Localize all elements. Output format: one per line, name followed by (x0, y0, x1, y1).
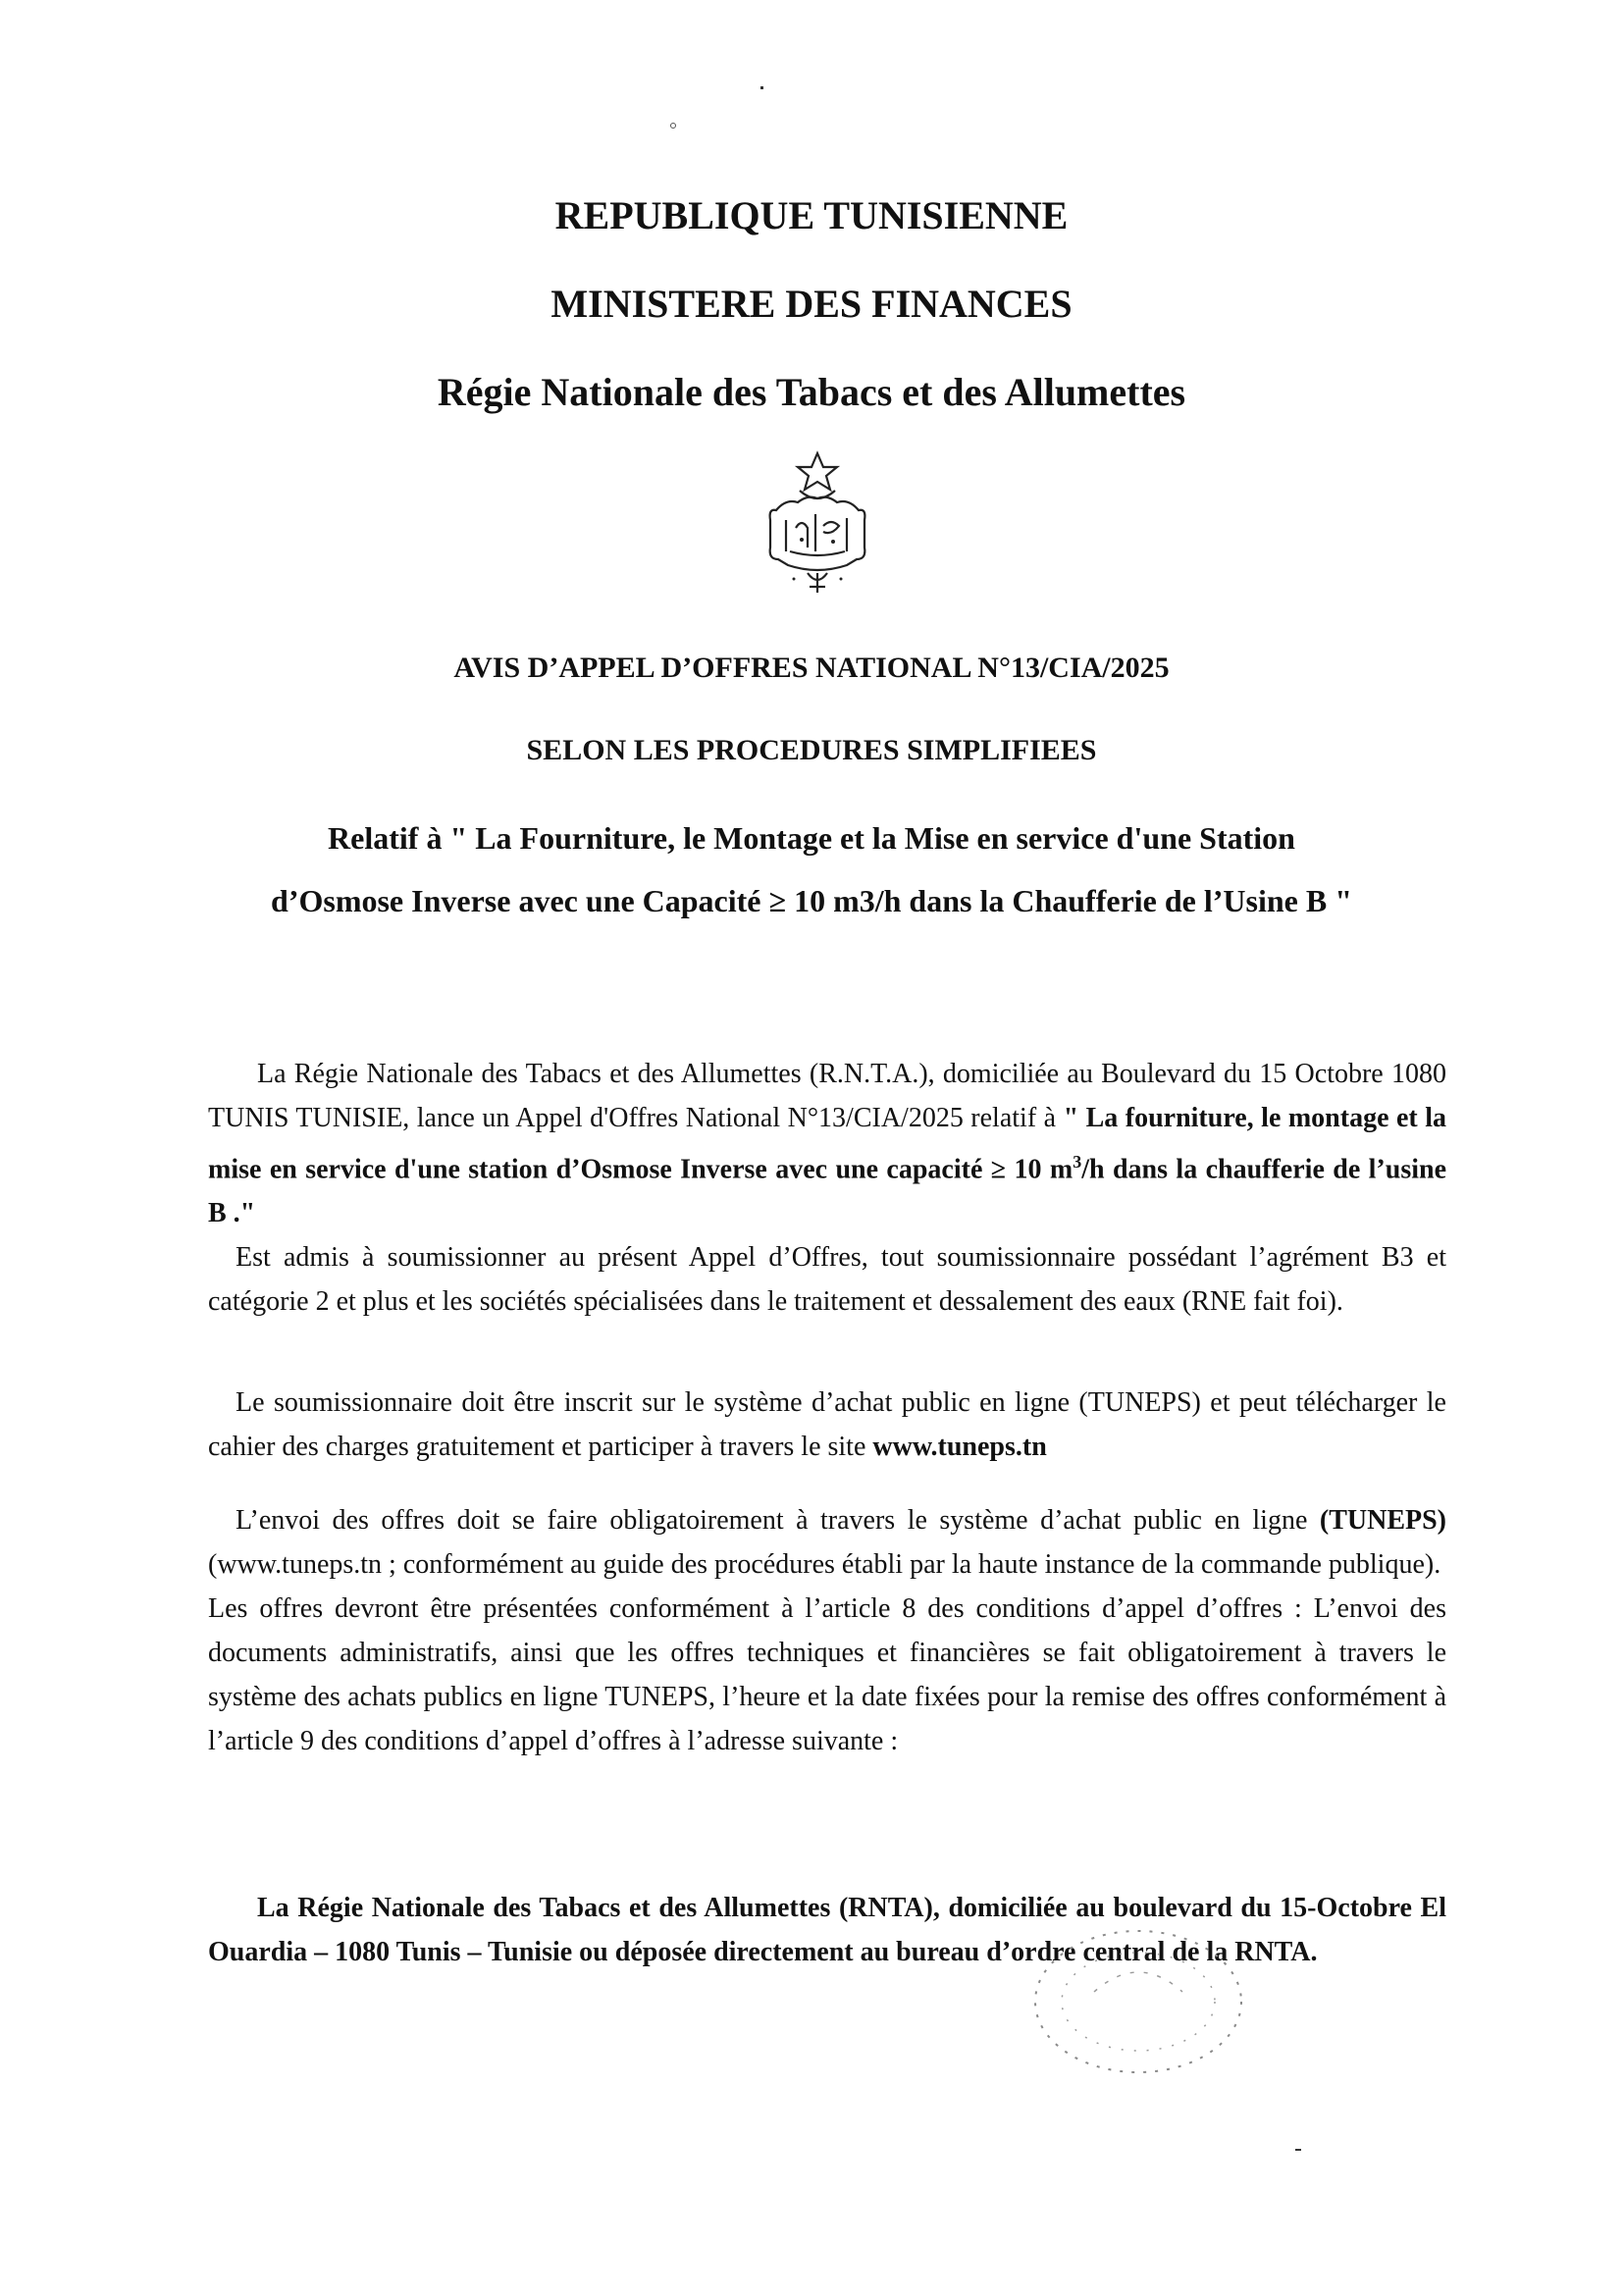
body-paragraph-1 (208, 1052, 1446, 1324)
body-paragraph-3 (208, 1381, 1446, 1469)
body-paragraph-5: Les offres devront être présentées conformément à l’article 8 des conditions d’appel d’offres : L’envoi des documents administratifs, ainsi que les offres techniques et financières se fait obligatoirement à travers le système des achats publics en ligne TUNEPS, l’heure et la date fixées pour la remise des offres conformément à l’article 9 des conditions d’appel d’offres à l’adresse suivante : (208, 1593, 1446, 1756)
scan-speck (1295, 2149, 1301, 2151)
p4-text-a: L’envoi des offres doit se faire obligatoirement à travers le système d’achat public en ligne (236, 1505, 1320, 1536)
rnta-logo-icon (759, 449, 876, 597)
body-paragraph-4 (208, 1498, 1446, 1763)
header-ministry: MINISTERE DES FINANCES (550, 282, 1073, 326)
delivery-address: La Régie Nationale des Tabacs et des Allumettes (RNTA), domiciliée au boulevard du 15-Octobre El Ouardia – 1080 Tunis – Tunisie ou déposée directement au bureau d’ordre central de la RNTA. (208, 1893, 1446, 1967)
official-stamp-icon (1001, 1923, 1266, 2100)
p1-bold-a: " La fourniture, le montage et la mise en service d'une station d’Osmose Inverse avec une capacité ≥ 10 m (208, 1103, 1447, 1185)
p1-bold-sup: 3 (1073, 1152, 1082, 1172)
notice-subtitle: SELON LES PROCEDURES SIMPLIFIEES (526, 734, 1097, 766)
p1-bold-b: /h dans la chaufferie de l’usine B ." (208, 1154, 1446, 1229)
p4-text-b: (www.tuneps.tn ; conformément au guide des procédures établi par la haute instance de la commande publique). (208, 1549, 1441, 1580)
body-paragraph-2: Est admis à soumissionner au présent Appel d’Offres, tout soumissionnaire possédant l’agrément B3 et catégorie 2 et plus et les sociétés spécialisées dans le traitement et dessalement des eaux (RNE fait foi). (208, 1242, 1446, 1318)
scan-speck (670, 123, 676, 129)
header-republic: REPUBLIQUE TUNISIENNE (554, 193, 1069, 237)
p3-text: Le soumissionnaire doit être inscrit sur le système d’achat public en ligne (TUNEPS) et peut télécharger le cahier des charges gratuitement et participer à travers le site (208, 1387, 1446, 1462)
tuneps-website: www.tuneps.tn (872, 1432, 1047, 1462)
p4-bold: (TUNEPS) (1319, 1505, 1446, 1536)
scan-speck (760, 86, 763, 89)
notice-title: AVIS D’APPEL D’OFFRES NATIONAL N°13/CIA/2025 (453, 652, 1170, 684)
notice-subject-line-1: Relatif à " La Fourniture, le Montage et la Mise en service d'une Station (328, 820, 1295, 856)
header-organization: Régie Nationale des Tabacs et des Allumettes (437, 370, 1186, 414)
notice-subject-line-2: d’Osmose Inverse avec une Capacité ≥ 10 m3/h dans la Chaufferie de l’Usine B " (271, 883, 1352, 918)
p1-text: La Régie Nationale des Tabacs et des Allumettes (R.N.T.A.), domiciliée au Boulevard du 15 Octobre 1080 TUNIS TUNISIE, lance un Appel d'Offres National N°13/CIA/2025 relatif à (208, 1059, 1446, 1133)
